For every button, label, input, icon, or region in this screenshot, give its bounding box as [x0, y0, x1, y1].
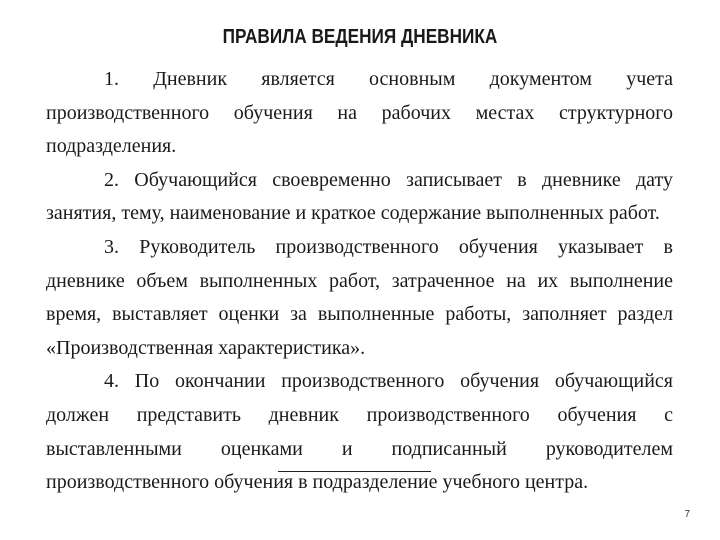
- rule-paragraph-3: 3. Руководитель производственного обучения указывает в дневнике объем выполненных работ, затраченное на их выполнение время, выставляет оценки за выполненные работы, заполняет раздел «Производственная характеристика».: [46, 235, 673, 359]
- rule-paragraph-2: 2. Обучающийся своевременно записывает в дневнике дату занятия, тему, наименование и краткое содержание выполненных работ.: [46, 168, 673, 225]
- page-title: ПРАВИЛА ВЕДЕНИЯ ДНЕВНИКА: [222, 26, 498, 48]
- rule-paragraph-1: 1. Дневник является основным документом учета производственного обучения на рабочих местах структурного подразделения.: [46, 68, 673, 158]
- horizontal-divider: [278, 471, 431, 472]
- rule-paragraph-4: 4. По окончании производственного обучения обучающийся должен представить дневник производственного обучения с выставленными оценками и подписанный руководителем производственного обучения в подразделение учебного центра.: [46, 370, 673, 494]
- page-number: 7: [684, 509, 690, 520]
- rules-body: [46, 63, 673, 500]
